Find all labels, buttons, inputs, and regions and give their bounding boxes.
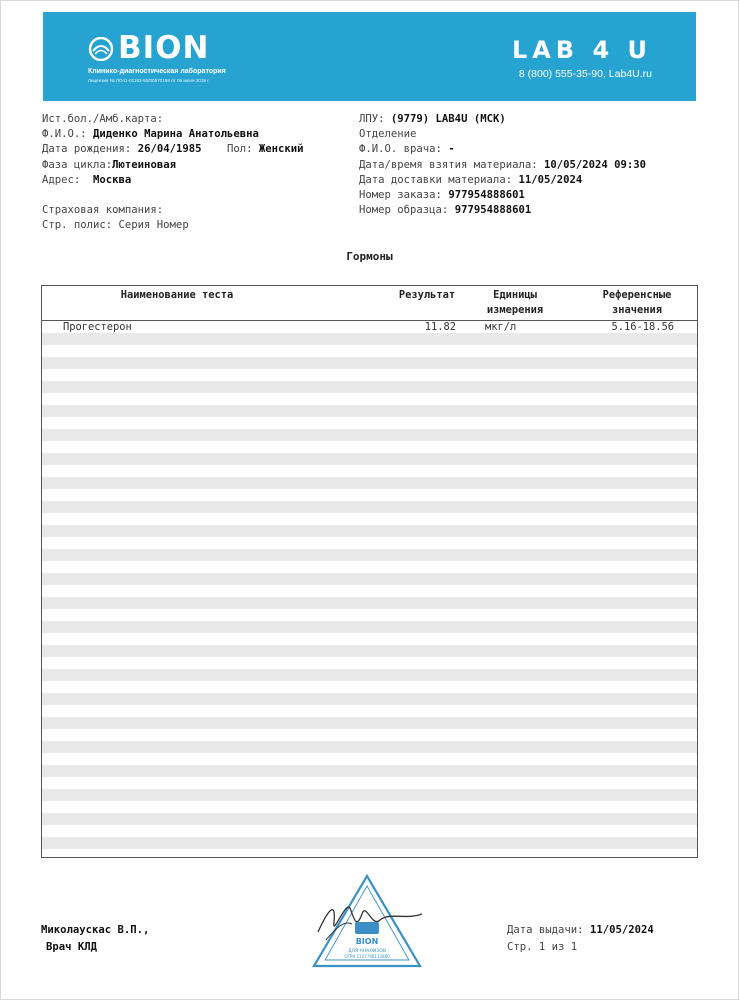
header-ref-line1: Референсные: [602, 289, 672, 301]
header-banner: [43, 12, 696, 101]
sex-label: Пол:: [226, 143, 253, 156]
issue-info: [507, 922, 654, 956]
delivery-date: 11/05/2024: [518, 173, 583, 186]
patient-address: Москва: [93, 173, 132, 186]
test-reference: 5.16-18.56: [611, 321, 674, 333]
issue-date: 11/05/2024: [589, 924, 654, 936]
bion-license: Лицензия № ЛО41-01162-50/00570168 от 06 июня 2019 г.: [88, 78, 210, 83]
lab4u-name: LAB 4 U: [511, 36, 652, 64]
department-label: Отделение: [359, 128, 417, 141]
order-number-label: Номер заказа:: [359, 188, 442, 201]
name-label: Ф.И.О.:: [42, 128, 87, 141]
order-info: [359, 112, 646, 218]
lab-stamp: [306, 870, 428, 972]
doctor-title: Врач КЛД: [46, 941, 98, 953]
signing-doctor: [41, 922, 149, 956]
header-units-line1: Единицы: [493, 289, 537, 301]
test-name: Прогестерон: [63, 321, 132, 333]
stamp-brand: BION: [355, 937, 379, 946]
table-striped-body: [42, 321, 697, 857]
delivery-label: Дата доставки материала:: [359, 173, 513, 186]
bion-mark-icon: [88, 37, 114, 61]
header-ref-line2: значения: [611, 304, 663, 316]
lpu-value: (9779) LAB4U (МСК): [390, 113, 506, 125]
insurance-label: Страховая компания:: [42, 204, 164, 217]
cycle-phase: Лютеиновая: [112, 158, 176, 171]
section-title: Гормоны: [346, 250, 393, 263]
doctor-name: Миколаускас В.П.,: [41, 924, 150, 936]
sample-time-label: Дата/время взятия материала:: [359, 158, 538, 171]
header-reference: [582, 288, 692, 318]
doctor-value: -: [448, 143, 455, 156]
test-result: 11.82: [424, 321, 456, 333]
policy-label: Стр. полис: Серия Номер: [42, 219, 189, 232]
lpu-label: ЛПУ:: [359, 113, 385, 125]
doctor-label: Ф.И.О. врача:: [359, 143, 442, 156]
sample-time: 10/05/2024 09:30: [543, 158, 647, 171]
address-label: Адрес:: [42, 173, 81, 186]
phase-label: Фаза цикла:: [42, 158, 113, 171]
birth-label: Дата рождения:: [42, 143, 132, 156]
test-units: мкг/л: [485, 321, 517, 333]
issue-label: Дата выдачи:: [507, 924, 584, 936]
table-row: [42, 321, 697, 333]
stamp-text: ДЛЯ АНАЛИЗОВ: [347, 949, 387, 954]
birth-date: 26/04/1985: [137, 143, 202, 156]
results-table: [41, 285, 698, 858]
lab4u-contacts: 8 (800) 555-35-90, Lab4U.ru: [518, 68, 652, 80]
sample-number-label: Номер образца:: [359, 204, 449, 217]
bion-wordmark: BION: [118, 30, 210, 66]
stamp-logo-mark: [355, 922, 379, 934]
header-test-name: Наименование теста: [120, 289, 234, 301]
card-label: Ист.бол./Амб.карта:: [42, 113, 164, 125]
page-info: Стр. 1 из 1: [507, 941, 578, 953]
header-units-line2: измерения: [486, 304, 544, 316]
bion-subtitle: Клинико-диагностическая лаборатория: [88, 68, 226, 75]
sample-number: 977954888601: [454, 204, 532, 217]
header-units: [472, 288, 558, 318]
lab4u-logo: [512, 37, 652, 80]
header-result: Результат: [398, 289, 456, 301]
order-number: 977954888601: [448, 188, 525, 201]
table-header: [42, 286, 697, 321]
patient-sex: Женский: [258, 143, 304, 156]
patient-name: Диденко Марина Анатольевна: [93, 128, 259, 141]
patient-info: [42, 112, 304, 234]
stamp-ogrn: ОГРН 1107746112880: [344, 954, 390, 959]
